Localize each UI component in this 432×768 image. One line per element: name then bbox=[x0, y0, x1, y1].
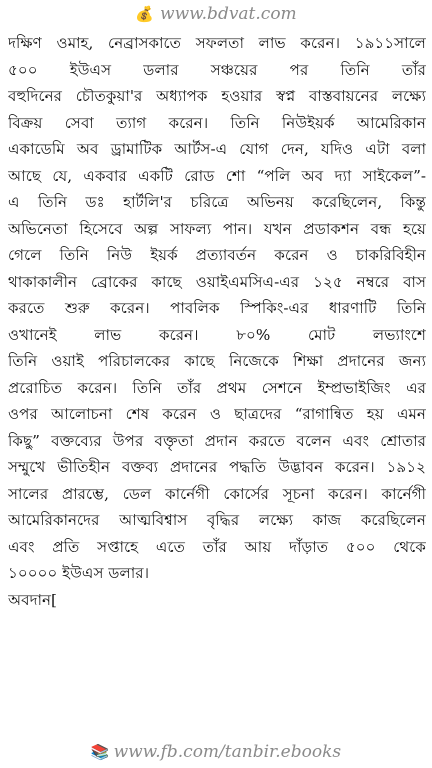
text-line: আছে যে, একবার একটি রোড শো “পলি অব দ্যা সাইকেল”- bbox=[8, 166, 426, 185]
text-line: করতে শুরু করেন। পাবলিক স্পিকিং-এর ধারণাটি তিনি bbox=[8, 299, 426, 317]
text-line: থাকাকালীন ব্রোকের কাছে ওয়াইএমসিএ-এর ১২৫ নম্বরে বাস bbox=[8, 272, 426, 291]
footer-watermark bbox=[0, 740, 432, 764]
text-line: এবং প্রতি সপ্তাহে এতে তাঁর আয় দাঁড়াত ৫০০ থেকে bbox=[8, 537, 426, 556]
text-line: অভিনেতা হিসেবে অল্প সাফল্য পান। যখন প্রডাকশন বন্ধ হয়ে bbox=[8, 219, 426, 238]
library-book-icon: 📚 bbox=[90, 743, 110, 761]
text-line: সম্মুখে ভীতিহীন বক্তব্য প্রদানের পদ্ধতি উদ্ভাবন করেন। ১৯১২ bbox=[8, 458, 426, 476]
text-line: বহুদিনের চৌতকুয়া'র অধ্যাপক হওয়ার স্বপ্ন বাস্তবায়নের লক্ষ্যে bbox=[8, 87, 426, 105]
text-line: অবদান[ bbox=[8, 590, 57, 609]
text-line: ওপর আলোচনা শেষ করেন ও ছাত্রদের “রাগান্বিত হয় এমন bbox=[8, 405, 426, 423]
text-line: প্ররোচিত করেন। তিনি তাঁর প্রথম সেশনে ইম্প্রভাইজিং এর bbox=[8, 378, 426, 397]
text-line: তিনি ওয়াই পরিচালকের কাছে নিজেকে শিক্ষা প্রদানের জন্য bbox=[8, 352, 426, 370]
text-line: বিক্রয় সেবা ত্যাগ করেন। তিনি নিউইয়র্ক আমেরিকান bbox=[8, 113, 426, 132]
text-line: দক্ষিণ ওমাহ, নেব্রাসকাতে সফলতা লাভ করেন। ১৯১১সালে bbox=[8, 34, 426, 52]
text-line: আমেরিকানদের আত্মবিশ্বাস বৃদ্ধির লক্ষ্যে কাজ করেছিলেন bbox=[8, 511, 426, 529]
header-url: www.bdvat.com bbox=[160, 4, 297, 24]
money-bag-icon: 💰 bbox=[135, 5, 155, 23]
text-line: ১০০০০ ইউএস ডলার। bbox=[8, 564, 150, 582]
header-watermark bbox=[0, 2, 432, 26]
text-line: সালের প্রারম্ভে, ডেল কার্নেগী কোর্সের সূচনা করেন। কার্নেগী bbox=[8, 484, 426, 503]
text-line: একাডেমি অব ড্রামাটিক আর্টস-এ যোগ দেন, যদিও এটা বলা bbox=[8, 140, 426, 158]
text-line: গেলে তিনি নিউ ইয়র্ক প্রত্যাবর্তন করেন ও চাকরিবিহীন bbox=[8, 246, 426, 264]
footer-url: www.fb.com/tanbir.ebooks bbox=[113, 742, 342, 762]
text-line: এ তিনি ডঃ হার্টলি'র চরিত্রে অভিনয় করেছিলেন, কিন্তু bbox=[8, 193, 426, 211]
text-line: ৫০০ ইউএস ডলার সঞ্চয়ের পর তিনি তাঁর bbox=[8, 60, 426, 79]
page-body bbox=[8, 30, 426, 613]
text-line: কিছু” বক্তব্যের উপর বক্তৃতা প্রদান করতে বলেন এবং শ্রোতার bbox=[8, 431, 426, 450]
text-line: ওখানেই লাভ করেন। ৮০% মোট লভ্যাংশে bbox=[8, 325, 426, 344]
